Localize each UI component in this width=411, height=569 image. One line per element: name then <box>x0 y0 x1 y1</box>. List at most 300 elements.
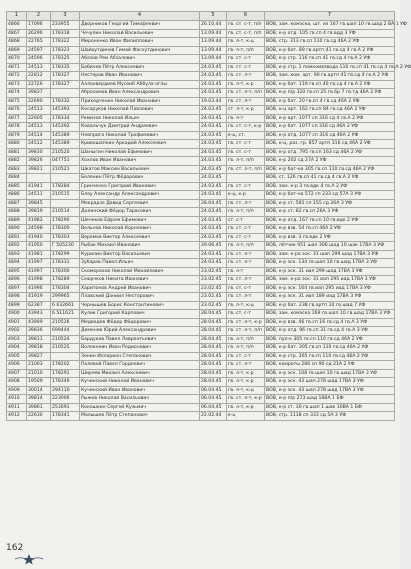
record-number-cell: 4866 <box>7 21 27 30</box>
table-row <box>7 369 395 378</box>
column-header: 6 <box>227 12 265 21</box>
service-details-cell: ВОВ, к-р бат-на 572 сп 233 сд 57А 3 УФ <box>265 191 395 200</box>
service-details-cell: ВОВ, к-р взв. 46 гв.сп 16 гв.сд 4 гв.А 3 УФ <box>265 318 395 327</box>
rank-cell: гв. ст. л-т <box>227 72 265 81</box>
rank-cell: к-ц, к-р <box>227 191 265 200</box>
award-date-cell: 13.09.44 <box>200 38 227 47</box>
award-number-cell: 178332 <box>51 97 80 106</box>
service-details-cell: ВОВ, к-р взв. 54 гв.сп 46А 2 УФ <box>265 225 395 234</box>
document-number-cell: 41998 <box>27 276 51 285</box>
record-number-cell: 4889 <box>7 216 27 225</box>
full-name-cell: Сморчков Никита Иванович <box>80 276 200 285</box>
rank-cell: гв. ст. с-т <box>227 182 265 191</box>
full-name-cell: Кокошкин Сергей Кузьмич <box>80 403 200 412</box>
record-number-cell: 4909 <box>7 386 27 395</box>
table-row <box>7 403 395 412</box>
record-number-cell: 4905 <box>7 352 27 361</box>
rank-cell: гв. ст. с-т <box>227 63 265 72</box>
rank-cell: гв. ст. л-т <box>227 199 265 208</box>
award-date-cell: 24.03.45 <box>200 165 227 174</box>
full-name-cell: Зенин Илларион Степанович <box>80 352 200 361</box>
rank-cell: к-ц, ст. <box>227 131 265 140</box>
full-name-cell: Приходченко Николай Иванович <box>80 97 200 106</box>
award-date-cell: 24.03.45 <box>200 63 227 72</box>
table-row <box>7 140 395 149</box>
service-details-cell: ВОВ, ст. 126 гв.сп 41 гв.сд 4 гв.А 2 УФ <box>265 174 395 183</box>
record-number-cell: 4884 <box>7 174 27 183</box>
rank-cell: гв. л-т, п/п <box>227 335 265 344</box>
award-date-cell: 28.04.45 <box>200 335 227 344</box>
award-date-cell: 24.03.45 <box>200 106 227 115</box>
full-name-cell: Ширяев Михаил Алексеевич <box>80 369 200 378</box>
document-number-cell: 22812 <box>27 72 51 81</box>
service-details-cell: ВОВ, к-р эск. 43 шап 278 шад 17ВА 3 УФ <box>265 386 395 395</box>
award-number-cell: 145389 <box>51 131 80 140</box>
rank-cell: ст. л-т, к-р <box>227 106 265 115</box>
service-details-cell: ВОВ, зам. комэска 169 гв.шап 10 гв.шад 17ВА 3 УФ <box>265 310 395 319</box>
record-number-cell: 4875 <box>7 97 27 106</box>
full-name-cell: Абросимов Иван Александрович <box>80 89 200 98</box>
full-name-cell: Шелеков Ефрем Ефимович <box>80 216 200 225</box>
award-date-cell: 23.02.45 <box>200 293 227 302</box>
document-number-cell: 24513 <box>27 123 51 132</box>
award-date-cell: 24.03.45 <box>200 80 227 89</box>
record-number-cell: 4903 <box>7 335 27 344</box>
page-number: 162 <box>6 543 24 553</box>
record-number-cell: 4908 <box>7 378 27 387</box>
record-number-cell: 4886 <box>7 191 27 200</box>
table-row <box>7 148 395 157</box>
award-number-cell: 178323 <box>51 46 80 55</box>
table-row <box>7 106 395 115</box>
column-header: 2 <box>27 12 51 21</box>
full-name-cell: Рыжов Николай Васильевич <box>80 395 200 404</box>
award-date-cell: 06.04.45 <box>200 395 227 404</box>
full-name-cell: Мекрадзе Давид Сергеевич <box>80 199 200 208</box>
table-row <box>7 310 395 319</box>
award-date-cell: 24.03.45 <box>200 216 227 225</box>
document-number-cell: 39811 <box>27 335 51 344</box>
full-name-cell: Плавский Даниил Несторович <box>80 293 200 302</box>
award-number-cell: 233955 <box>51 21 80 30</box>
service-details-cell: ВОВ, к-р п/р 320 гв.сп 25 гв.бр 7 гв.тд 46А 2 УФ <box>265 89 395 98</box>
full-name-cell: Зубарев Павел Ильич <box>80 259 200 268</box>
award-date-cell: 28.04.45 <box>200 327 227 336</box>
award-date-cell: 24.03.45 <box>200 89 227 98</box>
document-number-cell: 43943 <box>27 310 51 319</box>
full-name-cell: Дворников Георгий Тимофеевич <box>80 21 200 30</box>
award-number-cell: 210514 <box>51 208 80 217</box>
award-number-cell <box>51 199 80 208</box>
award-number-cell: 178300 <box>51 225 80 234</box>
award-number-cell: 699444 <box>51 327 80 336</box>
record-number-cell: 4867 <box>7 29 27 38</box>
table-row <box>7 335 395 344</box>
table-row <box>7 352 395 361</box>
full-name-cell: Аллахвердиев Мусеиб Аббула оглы <box>80 80 200 89</box>
award-date-cell: 28.04.45 <box>200 378 227 387</box>
rank-cell: гв. ст. л-т <box>227 276 265 285</box>
document-number-cell: 39814 <box>27 395 51 404</box>
award-date-cell: 22.02.44 <box>200 412 227 421</box>
full-name-cell: Скоморохов Николай Михайлович <box>80 267 200 276</box>
record-number-cell: 4873 <box>7 80 27 89</box>
table-body <box>7 21 411 421</box>
awards-registry-table <box>6 11 411 421</box>
table-row <box>7 395 395 404</box>
document-number-cell: 22765 <box>27 38 51 47</box>
award-date-cell: 28.04.45 <box>200 310 227 319</box>
service-details-cell: ВОВ, к-ц арт. 162 гв.сп 84 гв.сд 46А 2 УФ <box>265 106 395 115</box>
document-number-cell: 39826 <box>27 157 51 166</box>
rank-cell: гв. ст. с-т <box>227 55 265 64</box>
document-number-cell: 24596 <box>27 55 51 64</box>
full-name-cell: Харитонов Андрей Иванович <box>80 284 200 293</box>
full-name-cell: Шкатов Максим Васильевич <box>80 165 200 174</box>
rank-cell: гв. ст. с-т <box>227 310 265 319</box>
full-name-cell: Хохлов Иван Иванович <box>80 157 200 166</box>
document-number-cell: 22605 <box>27 114 51 123</box>
record-number-cell: 4892 <box>7 242 27 251</box>
record-number-cell: 4891 <box>7 233 27 242</box>
award-number-cell: 178327 <box>51 72 80 81</box>
service-details-cell: ВОВ, зам. к-ра эск. 31 шап 299 шад 17ВА 3 УФ <box>265 250 395 259</box>
record-number-cell: 4874 <box>7 89 27 98</box>
record-number-cell: 4897 <box>7 284 27 293</box>
document-number-cell: 24597 <box>27 46 51 55</box>
full-name-cell: Бардуков Павел Лаврентьевич <box>80 335 200 344</box>
table-row <box>7 80 395 89</box>
service-details-cell: ВОВ, к-р стр. 1 помкомвзвода 116 гв.сп 41 гв.сд 4 гв.А 2 УФ <box>266 64 411 70</box>
full-name-cell: Нестеров Иван Иванович <box>80 72 200 81</box>
award-number-cell: 178327 <box>51 80 80 89</box>
service-details-cell: ВОВ, к-р эск. 164 гв.иап 295 иад 17ВА 3 УФ <box>265 284 395 293</box>
document-number-cell: 41982 <box>27 216 51 225</box>
award-number-cell: 178304 <box>51 284 80 293</box>
full-name-cell: Ремизов Николай Ильич <box>80 114 200 123</box>
rank-cell: гв. л-т, п/п <box>227 46 265 55</box>
table-row <box>7 114 395 123</box>
rank-cell: гв. л-т, к-ц <box>227 301 265 310</box>
award-number-cell: 178325 <box>51 55 80 64</box>
table-row <box>7 344 395 353</box>
service-details-cell: ВОВ, к-р бат. 89 гв.артп 41 гв.сд 4 гв.А 2 УФ <box>265 46 395 55</box>
record-number-cell: 4882 <box>7 157 27 166</box>
award-date-cell: 23.02.45 <box>200 301 227 310</box>
document-number-cell: 22690 <box>27 97 51 106</box>
award-date-cell: 13.09.44 <box>200 55 227 64</box>
award-number-cell: 145392 <box>51 123 80 132</box>
table-row <box>7 46 395 55</box>
table-row <box>7 318 395 327</box>
record-number-cell: 4887 <box>7 199 27 208</box>
full-name-cell: Малышев Пётр Степанович <box>80 412 200 421</box>
full-name-cell: Веремов Виктор Алексеевич <box>80 233 200 242</box>
rank-cell: гв. ст. с-т, к-р <box>227 123 265 132</box>
service-details-cell: ВОВ, к-р бат. 238 гв.артп 10 гв.шад 7 УФ <box>265 301 395 310</box>
table-row <box>7 225 395 234</box>
table-row <box>7 386 395 395</box>
rank-cell: гв. ст. с-т <box>227 225 265 234</box>
service-details-cell: ВОВ, зам. ком. арт. 90 гв.артп 41 гв.сд 4 гв.А 2 УФ <box>265 72 395 81</box>
document-number-cell: 39836 <box>27 327 51 336</box>
service-details-cell: ВОВ, к-р ст. 82 гв.сп 26А 3 УФ <box>265 208 395 217</box>
service-details-cell: ВОВ, стр. 313 гв.сп 110 гв.сд 46А 2 УФ <box>265 38 395 47</box>
full-name-cell: Гринченко Григорий Иванович <box>80 182 200 191</box>
table-header <box>7 12 395 21</box>
document-number-cell: 19509 <box>27 378 51 387</box>
document-number-cell: 39830 <box>27 148 51 157</box>
record-number-cell: 4910 <box>7 395 27 404</box>
rank-cell: гв. л-т <box>227 267 265 276</box>
rank-cell: гв. л-т <box>227 114 265 123</box>
table-row <box>7 259 395 268</box>
service-details-cell: ВОВ, к-р взв. 3 гв.вдк 2 УФ <box>265 233 395 242</box>
service-details-cell: ВОВ, к-р бат. 119 гв.сп 40 гв.сд 4 гв.А 2 УФ <box>265 80 395 89</box>
table-row <box>7 191 395 200</box>
service-details-cell: ВОВ, к-р стр. 116 гв.сп 41 гв.сд 4 гв.А 2 УФ <box>265 55 395 64</box>
table-row <box>7 21 395 30</box>
table-row <box>7 293 395 302</box>
record-number-cell: 4878 <box>7 123 27 132</box>
table-row <box>7 63 395 72</box>
award-number-cell: 178299 <box>51 250 80 259</box>
rank-cell: гв. ст. л-т <box>227 250 265 259</box>
award-number-cell: 299965 <box>51 293 80 302</box>
award-number-cell: 210525 <box>51 344 80 353</box>
record-number-cell: 4888 <box>7 208 27 217</box>
header-row <box>7 12 395 21</box>
rank-cell: гв. ст. л-т <box>227 293 265 302</box>
rank-cell: гв. л-т, п/п <box>227 242 265 251</box>
table-row <box>7 182 395 191</box>
award-date-cell: 24.03.45 <box>200 131 227 140</box>
award-date-cell: 28.04.45 <box>200 369 227 378</box>
rank-cell: гв. ст. с-т <box>227 140 265 149</box>
full-name-cell: Рыбак Михаил Иванович <box>80 242 200 251</box>
service-details-cell: ВОВ, к-р арт. 1077 сп 316 сд 4 гв.А 2 УФ <box>265 114 395 123</box>
full-name-cell: Чечулин Николай Васильевич <box>80 29 200 38</box>
award-number-cell: 294110 <box>51 386 80 395</box>
award-date-cell: 24.03.45 <box>200 233 227 242</box>
rank-cell: гв. ст. с-т, п/п <box>227 29 265 38</box>
document-number-cell: 21010 <box>27 369 51 378</box>
award-number-cell: 178303 <box>51 233 80 242</box>
full-name-cell: Ковальчук Дмитрий Андреевич <box>80 123 200 132</box>
rank-cell: гв. ст. л-т, п/п <box>227 165 265 174</box>
award-number-cell <box>51 352 80 361</box>
full-name-cell: Деменев Юрий Александрович <box>80 327 200 336</box>
table-row <box>7 361 395 370</box>
table-row <box>7 38 395 47</box>
award-number-cell: 178349 <box>51 378 80 387</box>
service-details-cell: ВОВ, к-р эск. 31 иап 189 иад 17ВА 3 УФ <box>265 293 395 302</box>
column-header: 5 <box>200 12 227 21</box>
rank-cell: гв. ст. л-т, п/п <box>227 89 265 98</box>
table-row <box>7 174 395 183</box>
rank-cell: гв. ст. л-т, к-р <box>227 395 265 404</box>
award-date-cell: 24.03.45 <box>200 123 227 132</box>
document-number-cell: 24511 <box>27 191 51 200</box>
service-details-cell: ВОВ, к-р отд. 1077 сп 316 сд 46А 2 УФ <box>265 131 395 140</box>
award-number-cell <box>51 89 80 98</box>
record-number-cell: 4904 <box>7 344 27 353</box>
table-row <box>7 55 395 64</box>
award-date-cell: 28.04.45 <box>200 361 227 370</box>
document-number-cell: 41997 <box>27 267 51 276</box>
service-details-cell: ВОВ, к-р стр. 305 гв.сп 110 гв.сд 46А 2 УФ <box>265 352 395 361</box>
award-date-cell: 13.09.44 <box>200 46 227 55</box>
award-date-cell: 24.03.45 <box>200 250 227 259</box>
record-number-cell: 4880 <box>7 140 27 149</box>
award-date-cell: 24.03.45 <box>200 140 227 149</box>
service-details-cell: ВОВ, лётчик 951 шап 306 шад 10 шак 17ВА 3 УФ <box>265 242 395 251</box>
award-date-cell: 24.03.45 <box>200 72 227 81</box>
full-name-cell: Медведев Фёдор Фёдорович <box>80 318 200 327</box>
document-number-cell: 41919 <box>27 293 51 302</box>
rank-cell: гв. ст. с-т <box>227 284 265 293</box>
full-name-cell: Вельнов Николай Корнеевич <box>80 225 200 234</box>
full-name-cell: Полевой Павел Гордеевич <box>80 361 200 370</box>
record-number-cell: 4894 <box>7 259 27 268</box>
full-name-cell: Шаныгин Николай Ефимович <box>80 148 200 157</box>
record-number-cell: 4877 <box>7 114 27 123</box>
document-number-cell: 39827 <box>27 352 51 361</box>
rank-cell: гв. ст. л-т <box>227 361 265 370</box>
service-details-cell: ВОВ, к-р отд. 167 гв.сп 10 гв.вдк 2 УФ <box>265 216 395 225</box>
full-name-cell: Черныщёв Борис Константинович <box>80 301 200 310</box>
record-number-cell: 4879 <box>7 131 27 140</box>
award-number-cell: 210524 <box>51 335 80 344</box>
award-number-cell: 178290 <box>51 216 80 225</box>
rank-cell: гв. л-т, к-ц <box>227 386 265 395</box>
full-name-cell: Косоруков Николай Павлович <box>80 106 200 115</box>
record-number-cell: 4898 <box>7 293 27 302</box>
service-details-cell: ВОВ, к-р бат. 20 гв.сп 4 гв.сд 46А 2 УФ <box>265 97 395 106</box>
award-date-cell: 24.03.45 <box>200 174 227 183</box>
document-number-cell: 41941 <box>27 182 51 191</box>
table-row <box>7 165 395 174</box>
award-number-cell: 178318 <box>51 29 80 38</box>
award-number-cell: 178331 <box>51 259 80 268</box>
award-number-cell: 210526 <box>51 318 80 327</box>
full-name-cell: Абазов Рем Абзалович <box>80 55 200 64</box>
full-name-cell: Долинский Фёдор Тарасович <box>80 208 200 217</box>
service-details-cell: ВОВ, к-р эск. 108 гв.шап 10 гв.шад 17ВА 3 УФ <box>265 369 395 378</box>
service-details-cell: ВОВ, к-р бат-на 305 гв.сп 110 гв.сд 46А 2 УФ <box>265 165 395 174</box>
award-number-cell: 6 511621 <box>51 310 80 319</box>
document-number-cell: 39845 <box>27 199 51 208</box>
award-number-cell: 178335 <box>51 63 80 72</box>
table-row <box>7 242 395 251</box>
table-row <box>7 378 395 387</box>
record-number-cell: 4869 <box>7 46 27 55</box>
award-date-cell: 24.03.45 <box>200 225 227 234</box>
full-name-cell: Невприга Николай Трофимович <box>80 131 200 140</box>
full-name-cell: Блау Александр Александрович <box>80 191 200 200</box>
table-row <box>7 216 395 225</box>
rank-cell: гв. л-т, к-р <box>227 80 265 89</box>
rank-cell: гв. л-т, п/п <box>227 208 265 217</box>
column-header: 3 <box>51 12 80 21</box>
award-date-cell: 28.04.45 <box>200 344 227 353</box>
award-number-cell: 210521 <box>51 165 80 174</box>
table-row <box>7 89 395 98</box>
award-number-cell: 178289 <box>51 276 80 285</box>
award-number-cell: Г 505230 <box>51 242 80 251</box>
service-details-cell: ВОВ, к-р бат. 305 гв.сп 110 гв.сд 46А 2 УФ <box>265 344 395 353</box>
service-details-cell: ВОВ, к-ц, раз. гр. 857 артп 316 сд 46А 2 УФ <box>265 140 395 149</box>
award-date-cell: 13.09.44 <box>200 29 227 38</box>
rank-cell: гв. ст. с-т <box>227 233 265 242</box>
award-date-cell: 24.03.45 <box>200 191 227 200</box>
document-number-cell: 41940 <box>27 233 51 242</box>
full-name-cell: Курилин Виктор Васильевич <box>80 250 200 259</box>
record-number-cell: 4893 <box>7 250 27 259</box>
award-date-cell: 24.03.45 <box>200 259 227 268</box>
rank-cell: гв. л-т, п/п <box>227 344 265 353</box>
service-details-cell: ВОВ, к-р бат. 1077 сп 316 сд 46А 2 УФ <box>265 123 395 132</box>
service-details-cell: ВОВ, к-р эск. 31 иап 299 шад 17ВА 3 УФ <box>265 267 395 276</box>
record-number-cell: 4871 <box>7 63 27 72</box>
service-details-cell: ВОВ, к-р отд. 105 гв.сп 4 гв.вдд 3 УФ <box>265 29 395 38</box>
document-number-cell: 39861 <box>27 403 51 412</box>
table-row <box>7 284 395 293</box>
rank-cell: гв. л-т, к-р <box>227 378 265 387</box>
award-number-cell: 178300 <box>51 267 80 276</box>
table-row <box>7 267 395 276</box>
award-date-cell: 24.03.45 <box>200 208 227 217</box>
table-row <box>7 250 395 259</box>
full-name-cell: Кривошапкин Аркадий Алексеевич <box>80 140 200 149</box>
award-date-cell: 28.04.45 <box>200 199 227 208</box>
document-number-cell: 17096 <box>27 21 51 30</box>
service-details-cell: ВОВ, стр. 1118 сп 333 сд 5А 3 УФ <box>265 412 395 421</box>
rank-cell: ст. с-т <box>227 216 265 225</box>
award-number-cell: 210515 <box>51 191 80 200</box>
document-number-cell: 21003 <box>27 361 51 370</box>
rank-cell: гв. ст. с-т, п/п <box>227 21 265 30</box>
record-number-cell: 4870 <box>7 55 27 64</box>
service-details-cell: ВОВ, к-р эск. 43 шап 278 шад 17ВА 3 УФ <box>265 378 395 387</box>
record-number-cell: 4911 <box>7 403 27 412</box>
document-number-cell: 41981 <box>27 250 51 259</box>
service-details-cell: ВОВ, зам. к-ра эск. 31 иап 295 иад 17ВА 3 УФ <box>265 276 395 285</box>
table-row <box>7 72 395 81</box>
service-details-cell: ВОВ, к-р эск. 134 гв.шап 10 гв.шад 17ВА 3 УФ <box>265 259 395 268</box>
document-number-cell: 41997 <box>27 259 51 268</box>
award-number-cell: 047751 <box>51 157 80 166</box>
table-row <box>7 131 395 140</box>
table-row <box>7 97 395 106</box>
full-name-cell: Кучинский Николай Иванович <box>80 378 200 387</box>
record-number-cell: 4868 <box>7 38 27 47</box>
service-details-cell: ВОВ, комроты 286 сп 90 сд 21А 2 УФ <box>265 361 395 370</box>
document-number-cell: 24513 <box>27 63 51 72</box>
award-date-cell: 06.04.45 <box>200 403 227 412</box>
award-date-cell: 24.03.45 <box>200 114 227 123</box>
award-number-cell <box>51 174 80 183</box>
record-number-cell: 4876 <box>7 106 27 115</box>
rank-cell: гв. ст. л-т, п/п <box>227 327 265 336</box>
record-number-cell: 4906 <box>7 361 27 370</box>
service-details-cell: ВОВ, к-р 202 сд 27А 2 УФ <box>265 157 395 166</box>
full-name-cell: Белянин Пётр Фёдорович <box>80 174 200 183</box>
award-date-cell: 23.02.45 <box>200 284 227 293</box>
award-number-cell: 178334 <box>51 114 80 123</box>
document-number-cell: 24514 <box>27 131 51 140</box>
rank-cell: гв. ст. л-т, к-р <box>227 318 265 327</box>
